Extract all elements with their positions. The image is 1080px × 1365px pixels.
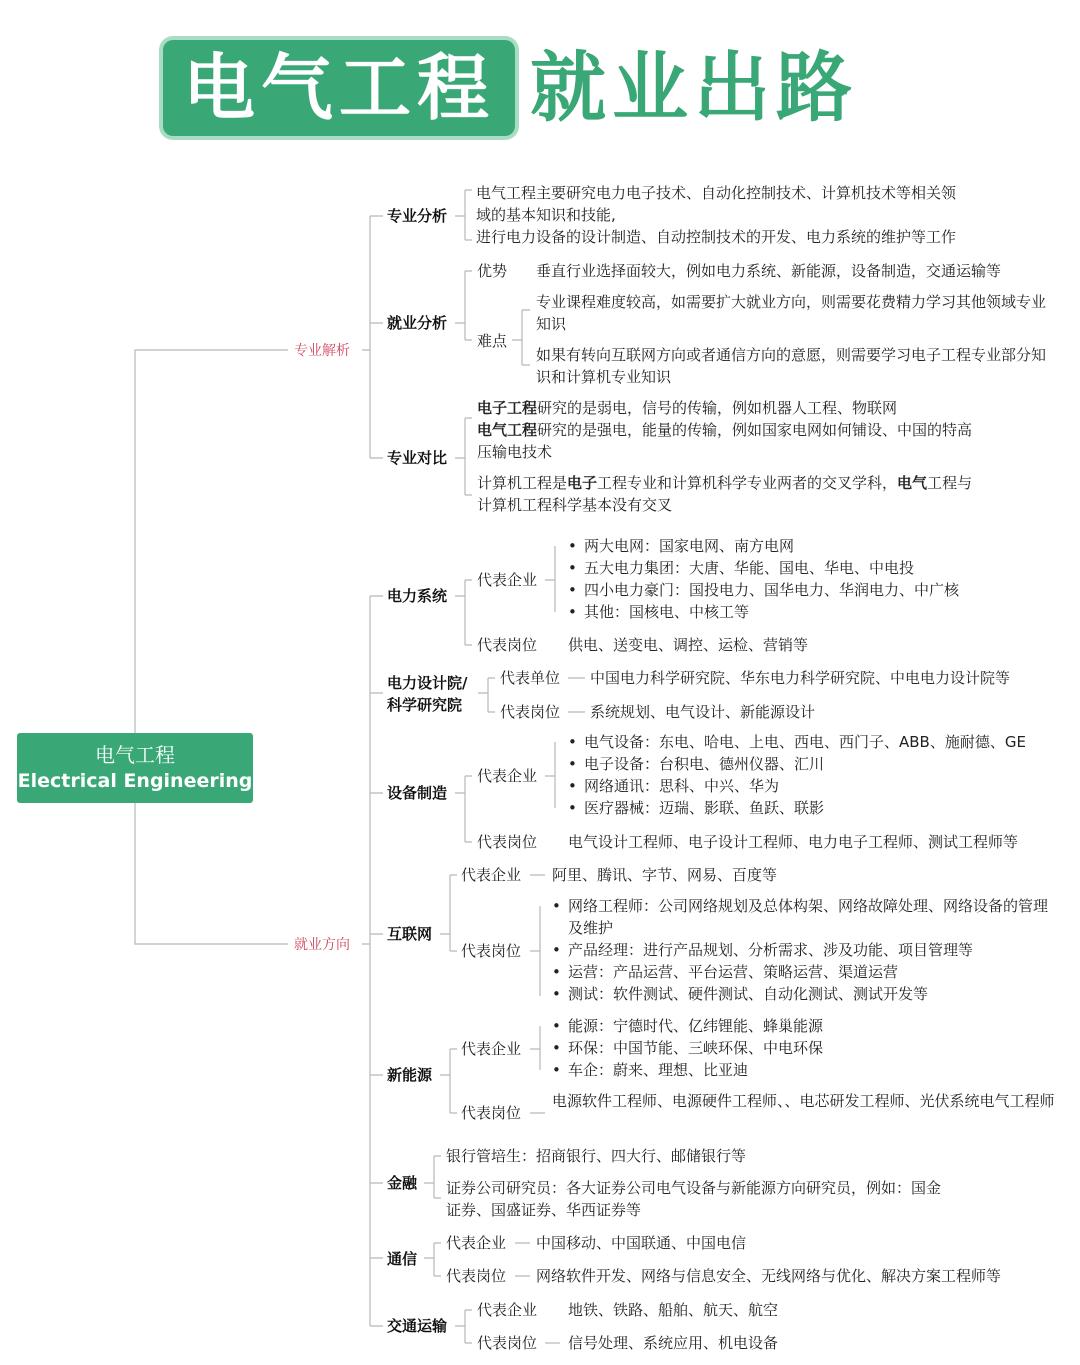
node-telecom: 通信 bbox=[387, 1250, 418, 1268]
design-unit-label: 代表单位 bbox=[500, 669, 561, 687]
telecom-pos-label: 代表岗位 bbox=[446, 1267, 507, 1285]
power-ent-list bbox=[568, 535, 959, 623]
compare-term-electronic: 电子工程 bbox=[477, 399, 538, 417]
list-item: • 医疗器械：迈瑞、影联、鱼跃、联影 bbox=[568, 797, 1026, 819]
list-item: • 车企：蔚来、理想、比亚迪 bbox=[552, 1059, 823, 1081]
list-item: • 网络工程师：公司网络规划及总体构架、网络故障处理、网络设备的管理及维护 bbox=[552, 895, 1062, 939]
transport-ent-label: 代表企业 bbox=[477, 1301, 538, 1319]
difficulty-text-2: 如果有转向互联网方向或者通信方向的意愿，则需要学习电子工程专业部分知识和计算机专业知识 bbox=[536, 346, 1047, 386]
list-item: • 测试：软件测试、硬件测试、自动化测试、测试开发等 bbox=[552, 983, 1062, 1005]
compare-text-1: 研究的是弱电，信号的传输，例如机器人工程、物联网 bbox=[537, 399, 898, 417]
list-item: • 五大电力集团：大唐、华能、国电、华电、中电投 bbox=[568, 557, 959, 579]
label-advantage: 优势 bbox=[477, 262, 508, 280]
category-direction: 就业方向 bbox=[288, 934, 356, 954]
list-item: • 电气设备：东电、哈电、上电、西电、西门子、ABB、施耐德、GE bbox=[568, 731, 1026, 753]
telecom-pos-text: 网络软件开发、网络与信息安全、无线网络与优化、解决方案工程师等 bbox=[536, 1267, 1002, 1285]
major-line-1: 电气工程主要研究电力电子技术、自动化控制技术、计算机技术等相关领 bbox=[476, 184, 957, 202]
list-item: • 环保：中国节能、三峡环保、中电环保 bbox=[552, 1037, 823, 1059]
telecom-ent-text: 中国移动、中国联通、中国电信 bbox=[536, 1234, 747, 1252]
design-unit-text: 中国电力科学研究院、华东电力科学研究院、中电电力设计院等 bbox=[590, 669, 1011, 687]
compare-text-2: 研究的是强电，能量的传输，例如国家电网如何铺设、中国的特高压输电技术 bbox=[477, 421, 973, 461]
root-cn: 电气工程 bbox=[95, 743, 175, 767]
list-item: • 产品经理：进行产品规划、分析需求、涉及功能、项目管理等 bbox=[552, 939, 1062, 961]
category-analysis: 专业解析 bbox=[288, 340, 356, 360]
compare-text-4: 工程专业和计算机科学专业两者的交叉学科， bbox=[597, 474, 898, 492]
transport-pos-label: 代表岗位 bbox=[477, 1334, 538, 1352]
node-design-institute bbox=[387, 672, 467, 716]
label-difficulty: 难点 bbox=[477, 332, 508, 350]
power-pos-text: 供电、送变电、调控、运检、营销等 bbox=[568, 636, 809, 654]
compare-text-3: 计算机工程是 bbox=[477, 474, 568, 492]
major-analysis-text bbox=[476, 182, 1016, 248]
power-pos-label: 代表岗位 bbox=[477, 636, 538, 654]
newenergy-pos-text: 电源软件工程师、电源硬件工程师、、电芯研发工程师、光伏系统电气工程师 bbox=[552, 1092, 1055, 1110]
root-en: Electrical Engineering bbox=[17, 770, 253, 792]
internet-pos-list bbox=[552, 895, 1062, 1005]
internet-ent-label: 代表企业 bbox=[461, 866, 522, 884]
node-power-system: 电力系统 bbox=[387, 587, 448, 605]
list-item: • 其他：国核电、中核工等 bbox=[568, 601, 959, 623]
title-right: 就业出路 bbox=[530, 43, 858, 132]
list-item: • 两大电网：国家电网、南方电网 bbox=[568, 535, 959, 557]
transport-ent-text: 地铁、铁路、船舶、航天、航空 bbox=[568, 1301, 779, 1319]
node-equipment: 设备制造 bbox=[387, 784, 448, 802]
difficulty-text-1: 专业课程难度较高，如需要扩大就业方向，则需要花费精力学习其他领域专业知识 bbox=[536, 293, 1047, 333]
equip-pos-text: 电气设计工程师、电子设计工程师、电力电子工程师、测试工程师等 bbox=[568, 833, 1019, 851]
equip-pos-label: 代表岗位 bbox=[477, 833, 538, 851]
major-line-2: 域的基本知识和技能, bbox=[476, 206, 616, 224]
design-label-2: 科学研究院 bbox=[387, 696, 463, 714]
design-pos-label: 代表岗位 bbox=[500, 703, 561, 721]
title-left: 电气工程 bbox=[182, 46, 495, 130]
node-major-compare: 专业对比 bbox=[387, 449, 448, 467]
internet-ent-text: 阿里、腾讯、字节、网易、百度等 bbox=[552, 866, 778, 884]
newenergy-ent-list bbox=[552, 1015, 823, 1081]
list-item: • 网络通讯：思科、中兴、华为 bbox=[568, 775, 1026, 797]
root-node bbox=[17, 733, 253, 803]
equip-ent-label: 代表企业 bbox=[477, 767, 538, 785]
node-employment-analysis: 就业分析 bbox=[387, 314, 448, 332]
telecom-ent-label: 代表企业 bbox=[446, 1234, 507, 1252]
compare-term-electrical: 电气工程 bbox=[477, 421, 538, 439]
compare-term-electronic-2: 电子 bbox=[567, 474, 598, 492]
advantage-text: 垂直行业选择面较大，例如电力系统、新能源，设备制造，交通运输等 bbox=[536, 262, 1002, 280]
equip-ent-list bbox=[568, 731, 1026, 819]
list-item: • 四小电力豪门：国投电力、国华电力、华润电力、中广核 bbox=[568, 579, 959, 601]
list-item: • 能源：宁德时代、亿纬锂能、蜂巢能源 bbox=[552, 1015, 823, 1037]
finance-item-2: 证券公司研究员：各大证券公司电气设备与新能源方向研究员，例如：国金证券、国盛证券、华西证券等 bbox=[446, 1179, 942, 1219]
design-pos-text: 系统规划、电气设计、新能源设计 bbox=[590, 703, 816, 721]
list-item: • 运营：产品运营、平台运营、策略运营、渠道运营 bbox=[552, 961, 1062, 983]
transport-pos-text: 信号处理、系统应用、机电设备 bbox=[568, 1334, 779, 1352]
node-major-analysis: 专业分析 bbox=[387, 207, 448, 225]
major-line-3: 进行电力设备的设计制造、自动控制技术的开发、电力系统的维护等工作 bbox=[476, 228, 957, 246]
finance-item-1: 银行管培生：招商银行、四大行、邮储银行等 bbox=[446, 1147, 747, 1165]
list-item: • 电子设备：台积电、德州仪器、汇川 bbox=[568, 753, 1026, 775]
design-label-1: 电力设计院/ bbox=[387, 674, 468, 692]
newenergy-pos-label: 代表岗位 bbox=[461, 1104, 522, 1122]
compare-para-2 bbox=[477, 472, 977, 516]
node-internet: 互联网 bbox=[387, 925, 433, 943]
compare-para-1 bbox=[477, 397, 987, 463]
compare-term-electrical-2: 电气 bbox=[897, 474, 928, 492]
node-finance: 金融 bbox=[387, 1174, 418, 1192]
internet-pos-label: 代表岗位 bbox=[461, 942, 522, 960]
newenergy-ent-label: 代表企业 bbox=[461, 1040, 522, 1058]
power-ent-label: 代表企业 bbox=[477, 571, 538, 589]
node-new-energy: 新能源 bbox=[387, 1066, 433, 1084]
node-transport: 交通运输 bbox=[387, 1317, 448, 1335]
compare-text-5: 工程与计算机工程科学基本没有交叉 bbox=[477, 474, 973, 514]
